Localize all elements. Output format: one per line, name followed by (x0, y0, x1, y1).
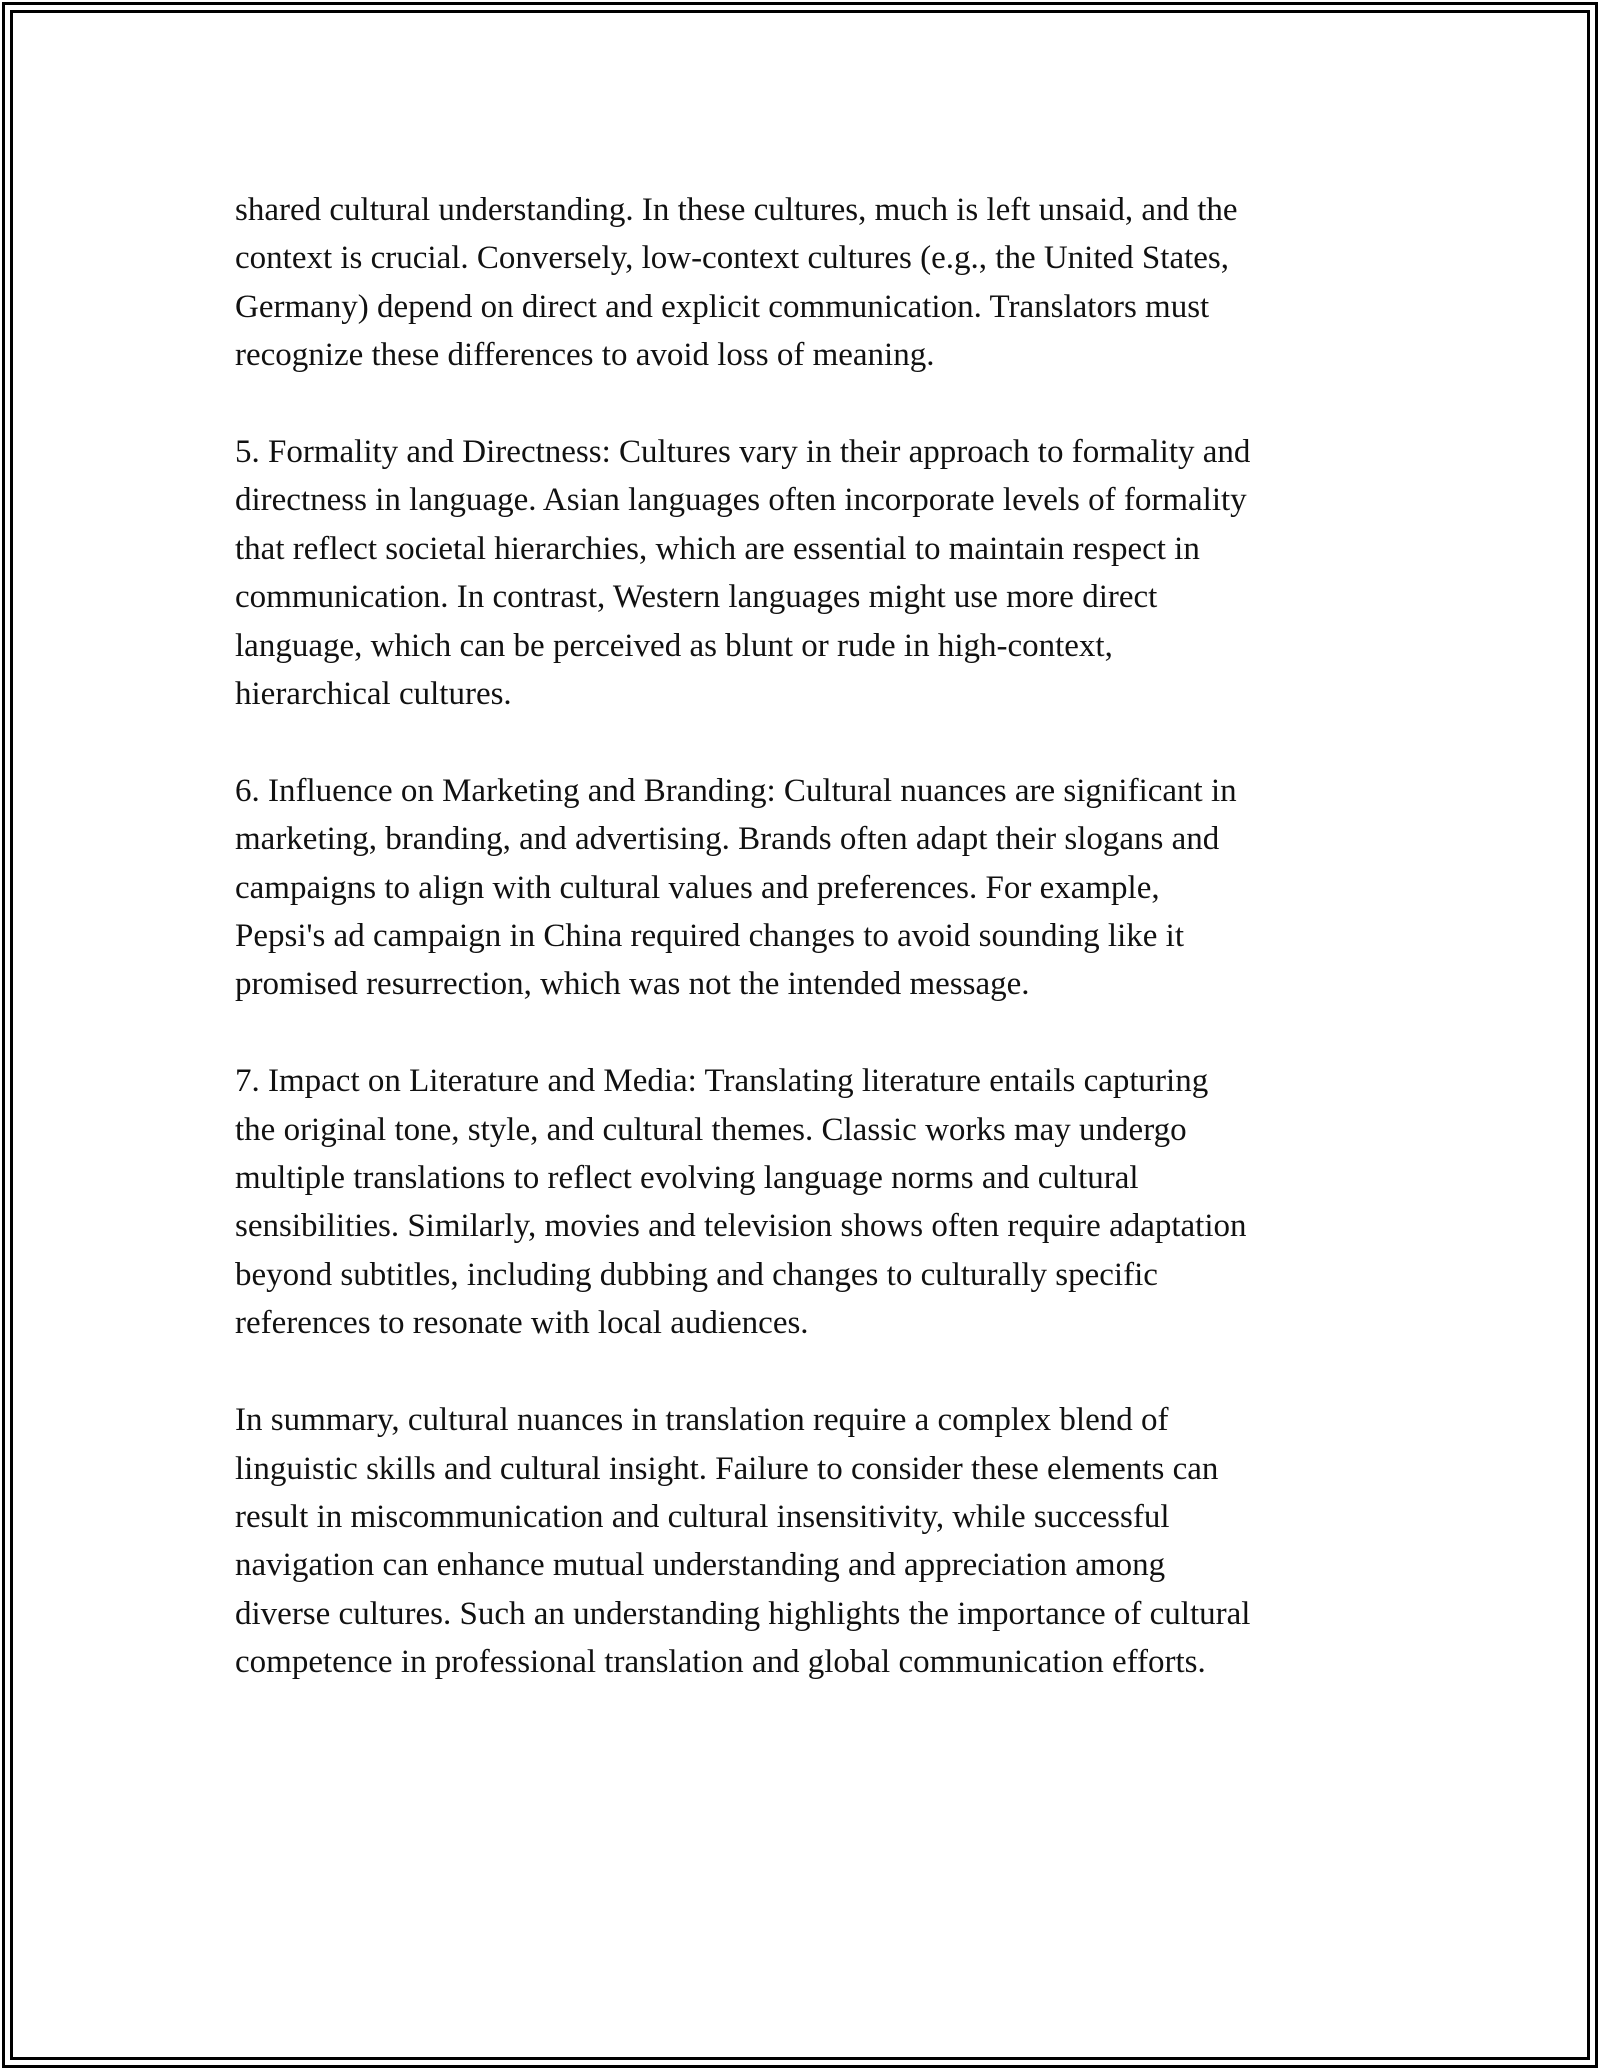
paragraph-context-cultures (235, 186, 1385, 380)
paragraph-summary (235, 1396, 1385, 1686)
text-line: result in miscommunication and cultural insensitivity, while successful (235, 1498, 1170, 1535)
paragraph-spacer (235, 380, 1385, 428)
text-line: references to resonate with local audiences. (235, 1305, 809, 1342)
text-line: linguistic skills and cultural insight. Failure to consider these elements can (235, 1450, 1219, 1487)
text-line: 6. Influence on Marketing and Branding: Cultural nuances are significant in (235, 772, 1237, 809)
text-line: marketing, branding, and advertising. Brands often adapt their slogans and (235, 821, 1220, 858)
paragraph-spacer (235, 1009, 1385, 1057)
text-line: sensibilities. Similarly, movies and television shows often require adaptation (235, 1208, 1247, 1245)
paragraph-formality-directness (235, 428, 1385, 718)
text-line: multiple translations to reflect evolving language norms and cultural (235, 1160, 1139, 1197)
text-line: beyond subtitles, including dubbing and changes to culturally specific (235, 1256, 1158, 1293)
text-line: In summary, cultural nuances in translation require a complex blend of (235, 1402, 1169, 1439)
text-line: that reflect societal hierarchies, which are essential to maintain respect in (235, 530, 1200, 567)
text-line: 5. Formality and Directness: Cultures vary in their approach to formality and (235, 434, 1251, 471)
text-line: context is crucial. Conversely, low-context cultures (e.g., the United States, (235, 240, 1229, 277)
text-line: competence in professional translation and global communication efforts. (235, 1644, 1206, 1681)
text-line: promised resurrection, which was not the intended message. (235, 966, 1030, 1003)
text-line: communication. In contrast, Western languages might use more direct (235, 579, 1158, 616)
text-line: 7. Impact on Literature and Media: Translating literature entails capturing (235, 1063, 1209, 1100)
paragraph-literature-media (235, 1057, 1385, 1347)
text-line: shared cultural understanding. In these cultures, much is left unsaid, and the (235, 192, 1238, 228)
document-body (235, 186, 1385, 1687)
text-line: recognize these differences to avoid loss of meaning. (235, 337, 935, 374)
text-line: hierarchical cultures. (235, 676, 512, 713)
text-line: diverse cultures. Such an understanding highlights the importance of cultural (235, 1595, 1251, 1632)
paragraph-marketing-branding (235, 767, 1385, 1009)
text-line: the original tone, style, and cultural themes. Classic works may undergo (235, 1111, 1187, 1148)
text-line: campaigns to align with cultural values and preferences. For example, (235, 869, 1160, 906)
text-line: Pepsi's ad campaign in China required changes to avoid sounding like it (235, 918, 1185, 955)
text-line: language, which can be perceived as blunt or rude in high-context, (235, 627, 1113, 664)
paragraph-spacer (235, 1348, 1385, 1396)
text-line: navigation can enhance mutual understanding and appreciation among (235, 1547, 1166, 1584)
text-line: directness in language. Asian languages often incorporate levels of formality (235, 482, 1247, 519)
paragraph-spacer (235, 718, 1385, 766)
text-line: Germany) depend on direct and explicit communication. Translators must (235, 288, 1210, 325)
